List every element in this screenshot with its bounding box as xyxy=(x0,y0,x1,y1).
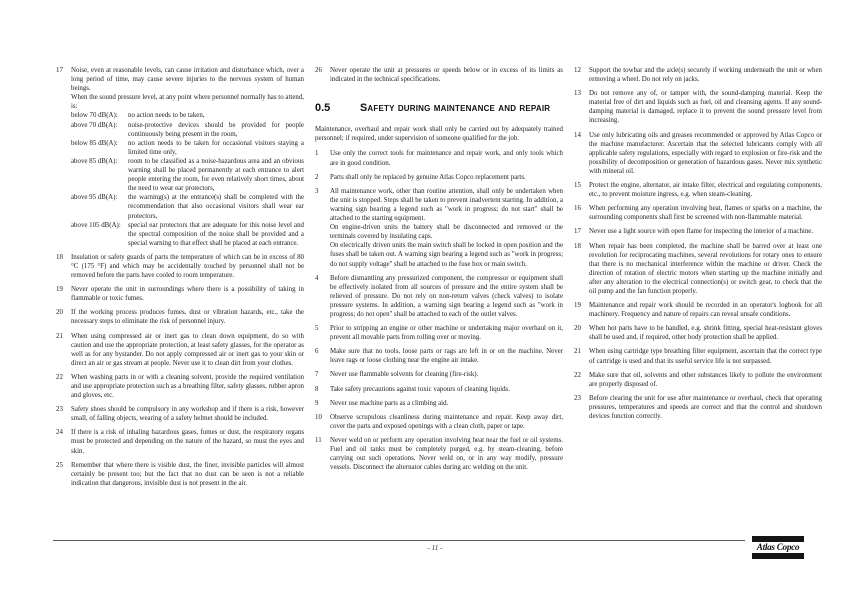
item-text xyxy=(71,253,304,280)
item-number: 3 xyxy=(315,187,319,195)
db-level-row xyxy=(71,139,304,157)
db-level-description: no action needs to be taken, xyxy=(128,112,205,120)
db-level-label: below 85 dB(A): xyxy=(71,139,118,147)
db-level-label: below 70 dB(A): xyxy=(71,112,118,120)
list-item xyxy=(574,204,822,222)
item-number: 24 xyxy=(56,429,63,437)
atlas-copco-logo xyxy=(752,536,804,559)
list-item xyxy=(315,413,563,431)
db-level-description: the warning(s) at the entrance(s) shall be completed with the recommendation that also occasional visitors shall wear ear protectors, xyxy=(128,194,304,220)
list-item xyxy=(574,301,822,319)
list-item xyxy=(574,324,822,342)
section-heading xyxy=(315,104,563,113)
paragraph: When using cartridge type breathing filter equipment, ascertain that the correct type of cartridge is used and that its useful service life is not surpassed. xyxy=(589,348,822,365)
section-intro: Maintenance, overhaul and repair work shall only be carried out by adequately trained personnel; if required, under supervision of someone qualified for the job. xyxy=(315,126,563,143)
page-columns xyxy=(56,66,822,493)
paragraph: On electrically driven units the main switch shall be locked in open position and the fuses shall be taken out. A warning sign bearing a legend such as "work in progress; do not supply voltage" shall be attached to the fuse box or main switch. xyxy=(330,242,563,268)
list-item xyxy=(574,89,822,125)
section-number: 0.5 xyxy=(315,102,331,115)
item-text xyxy=(71,461,304,488)
item-text xyxy=(71,308,304,326)
db-level-label: above 70 dB(A): xyxy=(71,121,118,129)
item-number: 25 xyxy=(56,461,63,469)
column-right xyxy=(574,66,822,493)
safety-list-left xyxy=(56,66,304,488)
item-number: 7 xyxy=(315,371,319,379)
item-text xyxy=(589,242,822,297)
paragraph: Never weld on or perform any operation involving heat near the fuel or oil systems. Fuel and oil tanks must be completely purged, e.g. by steam-cleaning, before carrying out such operations. Never weld on, or in any way modify, pressure vessels. Disconnect the alternator cables during arc welding on the unit. xyxy=(330,436,563,472)
item-number: 15 xyxy=(574,182,581,190)
item-text xyxy=(589,394,822,421)
item-text xyxy=(330,66,563,84)
list-item xyxy=(574,242,822,297)
item-text xyxy=(589,347,822,365)
safety-list-right xyxy=(574,66,822,421)
paragraph: Never use machine parts as a climbing aid. xyxy=(330,399,449,407)
paragraph: Observe scrupulous cleanliness during maintenance and repair. Keep away dirt, cover the parts and exposed openings with a clean cloth, paper or tape. xyxy=(330,413,563,430)
item-number: 2 xyxy=(315,173,319,181)
list-item xyxy=(574,347,822,365)
paragraph: Use only the correct tools for maintenance and repair work, and only tools which are in good condition. xyxy=(330,150,563,167)
page-number: - 11 - xyxy=(427,544,443,552)
list-item xyxy=(315,324,563,342)
db-level-label: above 85 dB(A): xyxy=(71,157,118,165)
paragraph: Take safety precautions against toxic vapours of cleaning liquids. xyxy=(330,385,510,393)
item-number: 8 xyxy=(315,385,319,393)
list-item xyxy=(574,371,822,389)
db-level-description: special ear protectors that are adequate for this noise level and the spectral composition of the noise shall be provided and a special warning to that effect shall be placed at each entrance. xyxy=(128,221,304,247)
item-text xyxy=(589,371,822,389)
paragraph: Make sure that oil, solvents and other substances likely to pollute the environment are properly disposed of. xyxy=(589,371,822,388)
list-item xyxy=(574,131,822,176)
list-item xyxy=(315,187,563,269)
list-item xyxy=(56,66,304,248)
item-number: 19 xyxy=(574,302,581,310)
list-item xyxy=(574,66,822,84)
paragraph: If there is a risk of inhaling hazardous gases, fumes or dust, the respiratory organs must be protected and depending on the nature of the hazard, so must the eyes and skin. xyxy=(71,429,304,455)
list-item xyxy=(315,66,563,84)
item-text xyxy=(71,285,304,303)
paragraph: All maintenance work, other than routine attention, shall only be undertaken when the unit is stopped. Steps shall be taken to prevent inadvertent starting. In addition, a warning sign bearing a legend such as "work in progress; do not start" shall be attached to the starting equipment. xyxy=(330,187,563,223)
paragraph: When hot parts have to be handled, e.g. shrink fitting, special heat-resistant gloves shall be used and, if required, other body protection shall be applied. xyxy=(589,325,822,342)
list-item xyxy=(56,253,304,280)
item-text xyxy=(330,347,563,365)
item-number: 20 xyxy=(574,325,581,333)
list-item xyxy=(574,227,822,236)
db-level-description: noise-protective devices should be provided for people continuously being present in the room, xyxy=(128,121,304,138)
db-level-row xyxy=(71,157,304,193)
safety-list-middle xyxy=(315,149,563,472)
item-text xyxy=(589,324,822,342)
list-item xyxy=(315,274,563,319)
item-number: 18 xyxy=(574,242,581,250)
item-text xyxy=(330,173,563,182)
item-text xyxy=(330,370,563,379)
paragraph: Never operate the unit at pressures or speeds below or in excess of its limits as indicated in the technical specifications. xyxy=(330,67,563,84)
paragraph: Prior to stripping an engine or other machine or undertaking major overhaul on it, prevent all movable parts from rolling over or moving. xyxy=(330,325,563,342)
list-item xyxy=(315,149,563,167)
safety-list-middle-pre xyxy=(315,66,563,84)
item-number: 13 xyxy=(574,90,581,98)
list-item xyxy=(56,428,304,455)
item-number: 23 xyxy=(56,406,63,414)
paragraph: Safety shoes should be compulsory in any workshop and if there is a risk, however small, of falling objects, wearing of a safety helmet should be included. xyxy=(71,406,304,423)
list-item xyxy=(315,370,563,379)
db-level-label: above 105 dB(A): xyxy=(71,221,121,229)
item-number: 11 xyxy=(315,436,322,444)
item-number: 4 xyxy=(315,274,319,282)
item-number: 17 xyxy=(574,228,581,236)
list-item xyxy=(315,436,563,472)
paragraph: Never use a light source with open flame for inspecting the interior of a machine. xyxy=(589,228,814,236)
item-number: 16 xyxy=(574,205,581,213)
item-number: 14 xyxy=(574,131,581,139)
db-level-description: room to be classified as a noise-hazardous area and an obvious warning shall be placed permanently at each entrance to alert people entering the room, for even relatively short times, about the need to wear ear protectors, xyxy=(128,157,304,193)
list-item xyxy=(56,405,304,423)
item-number: 1 xyxy=(315,150,319,158)
paragraph: Support the towbar and the axle(s) securely if working underneath the unit or when removing a wheel. Do not rely on jacks. xyxy=(589,67,822,84)
item-text xyxy=(71,66,304,248)
item-number: 18 xyxy=(56,253,63,261)
list-item xyxy=(56,285,304,303)
db-level-row xyxy=(71,193,304,220)
paragraph: When using compressed air or inert gas to clean down equipment, do so with caution and use the appropriate protection, at least safety glasses, for the operator as well as for any bystander. Do not apply compressed air or inert gas to your skin or direct an air or gas stream at people. Never use it to clean dirt from your clothes. xyxy=(71,332,304,367)
list-item xyxy=(56,332,304,368)
paragraph: Before dismantling any pressurized component, the compressor or equipment shall be effectively isolated from all sources of pressure and the entire system shall be relieved of pressure. Do not rely on non-return valves (check valves) to isolate pressure systems. In addition, a warning sign bearing a legend such as "work in progress; do not open" shall be attached to each of the outlet valves. xyxy=(330,274,563,318)
item-text xyxy=(589,227,822,236)
column-middle xyxy=(315,66,563,493)
paragraph: When performing any operation involving heat, flames or sparks on a machine, the surrounding components shall first be screened with non-flammable material. xyxy=(589,205,822,222)
item-number: 22 xyxy=(56,373,63,381)
paragraph: When the sound pressure level, at any point where personnel normally has to attend, is: xyxy=(71,94,304,111)
column-left xyxy=(56,66,304,493)
paragraph: Insulation or safety guards of parts the temperature of which can be in excess of 80 °C (175 °F) and which may be accidentally touched by personnel shall not be removed before the parts have cooled to room temperature. xyxy=(71,253,304,280)
list-item xyxy=(574,394,822,421)
list-item xyxy=(315,385,563,394)
paragraph: Do not remove any of, or tamper with, the sound-damping material. Keep the material free of dirt and liquids such as fuel, oil and cleansing agents. If any sound-damping material is damaged, replace it to prevent the sound pressure level from increasing. xyxy=(589,90,822,125)
paragraph: When repair has been completed, the machine shall be barred over at least one revolution for reciprocating machines, several revolutions for rotary ones to ensure that there is no mechanical interference within the machine or driver. Check the direction of rotation of electric motors when starting up the machine initially and after any alteration to the electrical connection(s) or switch gear, to check that the oil pump and the fan function properly. xyxy=(589,242,822,295)
item-text xyxy=(330,385,563,394)
item-text xyxy=(330,149,563,167)
item-text xyxy=(589,301,822,319)
item-text xyxy=(330,274,563,319)
paragraph: Before clearing the unit for use after maintenance or overhaul, check that operating pressures, temperatures and speeds are correct and that the control and shutdown devices function correctly. xyxy=(589,394,822,420)
item-number: 22 xyxy=(574,371,581,379)
item-number: 20 xyxy=(56,309,63,317)
list-item xyxy=(56,461,304,488)
paragraph: Maintenance and repair work should be recorded in an operator's logbook for all machinery. Frequency and nature of repairs can reveal unsafe conditions. xyxy=(589,302,822,319)
footer-rule xyxy=(53,540,745,541)
item-number: 12 xyxy=(574,67,581,74)
list-item xyxy=(315,173,563,182)
section-title: Safety during maintenance and repair xyxy=(360,102,551,115)
paragraph: Parts shall only be replaced by genuine Atlas Copco replacement parts. xyxy=(330,173,526,181)
item-number: 17 xyxy=(56,67,63,74)
paragraph: Use only lubricating oils and greases recommended or approved by Atlas Copco or the machine manufacturer. Ascertain that the selected lubricants comply with all applicable safety regulations, especially with regard to explosion or fire-risk and the possibility of decomposition or generation of hazardous gases. Never mix synthetic with mineral oil. xyxy=(589,131,822,175)
item-number: 19 xyxy=(56,286,63,294)
item-text xyxy=(330,413,563,431)
item-text xyxy=(71,428,304,455)
db-level-row xyxy=(71,111,304,120)
item-number: 26 xyxy=(315,67,322,74)
db-level-row xyxy=(71,221,304,248)
paragraph: When washing parts in or with a cleaning solvent, provide the required ventilation and use appropriate protection such as a breathing filter, safety glasses, rubber apron and gloves, etc. xyxy=(71,373,304,400)
list-item xyxy=(315,347,563,365)
item-text xyxy=(330,324,563,342)
item-number: 6 xyxy=(315,348,319,356)
item-text xyxy=(589,131,822,176)
item-number: 21 xyxy=(56,332,63,340)
item-number: 23 xyxy=(574,394,581,402)
paragraph: Protect the engine, alternator, air intake filter, electrical and regulating components, etc., to prevent moisture ingress, e.g. when steam-cleaning. xyxy=(589,182,822,199)
item-number: 10 xyxy=(315,413,322,421)
db-level-label: above 95 dB(A): xyxy=(71,194,118,202)
logo-bar-bottom xyxy=(752,553,804,559)
item-text xyxy=(589,66,822,84)
paragraph: Make sure that no tools, loose parts or rags are left in or on the machine. Never leave rags or loose clothing near the engine air intake. xyxy=(330,348,563,365)
list-item xyxy=(315,399,563,408)
item-text xyxy=(71,405,304,423)
db-level-row xyxy=(71,121,304,139)
item-text xyxy=(71,332,304,368)
item-text xyxy=(71,373,304,400)
item-text xyxy=(330,399,563,408)
item-text xyxy=(589,204,822,222)
item-text xyxy=(330,436,563,472)
list-item xyxy=(574,181,822,199)
list-item xyxy=(56,373,304,400)
db-level-description: no action needs to be taken for occasional visitors staying a limited time only, xyxy=(128,139,304,156)
list-item xyxy=(56,308,304,326)
paragraph: On engine-driven units the battery shall be disconnected and removed or the terminals covered by insulating caps. xyxy=(330,224,563,241)
paragraph: If the working process produces fumes, dust or vibration hazards, etc., take the necessary steps to eliminate the risk of personnel injury. xyxy=(71,309,304,326)
item-text xyxy=(589,181,822,199)
logo-text: Atlas Copco xyxy=(756,542,800,552)
item-text xyxy=(330,187,563,269)
item-number: 21 xyxy=(574,348,581,356)
paragraph: Never use flammable solvents for cleaning (fire-risk). xyxy=(330,371,479,379)
item-number: 9 xyxy=(315,399,319,407)
paragraph: Never operate the unit in surroundings where there is a possibility of taking in flammable or toxic fumes. xyxy=(71,286,304,303)
paragraph: Remember that where there is visible dust, the finer, invisible particles will almost certainly be present too; but the fact that no dust can be seen is not a reliable indication that dangerous, invisible dust is not present in the air. xyxy=(71,461,304,487)
paragraph: Noise, even at reasonable levels, can cause irritation and disturbance which, over a long period of time, may cause severe injuries to the nervous system of human beings. xyxy=(71,67,304,93)
item-text xyxy=(589,89,822,125)
item-number: 5 xyxy=(315,325,319,333)
